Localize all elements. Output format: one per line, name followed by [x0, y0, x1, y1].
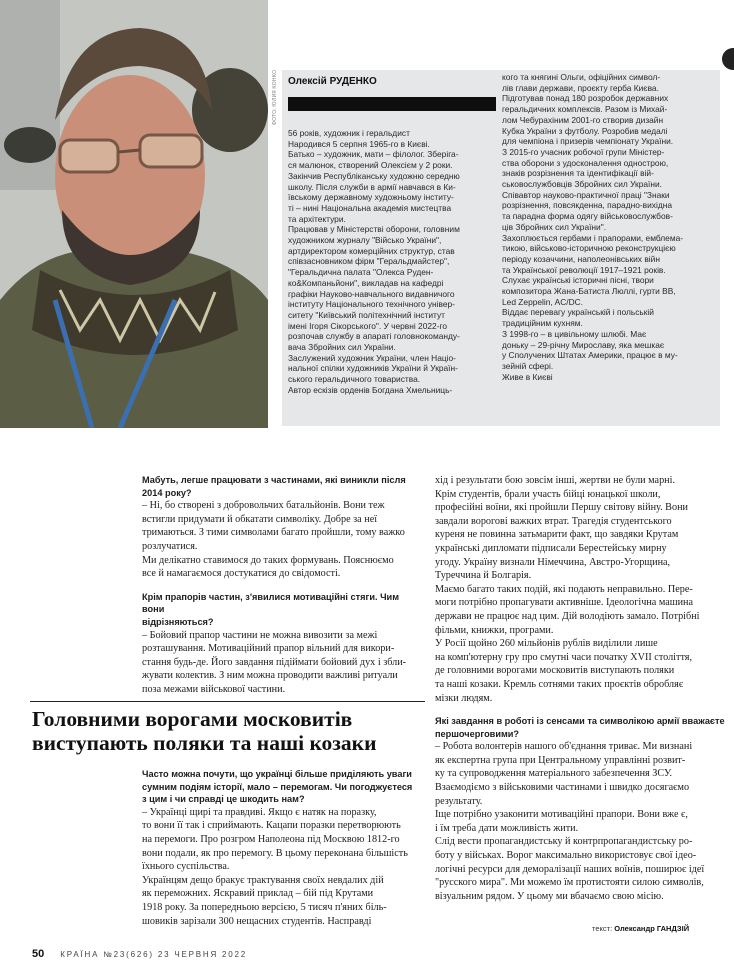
issue-info: КРАЇНА №23(626) 23 ЧЕРВНЯ 2022	[60, 950, 248, 959]
page-number: 50	[32, 948, 45, 960]
text-line: фільми, книжки, програми.	[435, 624, 554, 636]
text-line: українські дипломати підписали Берестейську мирну	[435, 542, 667, 554]
text-line: – Робота волонтерів нашого об'єднання триває. Ми визнані	[435, 741, 693, 753]
article-left-column-top	[142, 474, 422, 697]
text-line: Підготував понад 180 розробок державних	[502, 93, 669, 104]
text-line: ців Збройних сил України".	[502, 221, 607, 232]
text-line: результату.	[435, 795, 483, 807]
photo-credit: ФОТО: ЮЛИЯ КОНКО	[272, 70, 278, 126]
text-line: Батько – художник, мати – філолог. Зберіга-	[288, 149, 459, 160]
text-line: Часто можна почути, що українці більше приділяють уваги	[142, 769, 412, 779]
text-line: відрізняються?	[142, 616, 214, 627]
text-line: тикою, військово-історичною реконструкцією	[502, 243, 676, 254]
text-line: "Геральдична палата "Олекса Руден-	[288, 267, 434, 278]
text-line: Мабуть, легше працювати з частинами, які виникли після	[142, 475, 406, 485]
text-line: вача Збройних сил України.	[288, 342, 396, 353]
text-line: все й намагаємося достукатися до свідомості.	[142, 568, 341, 580]
text-line: та архітектури.	[288, 213, 346, 224]
text-line: Крім прапорів частин, з'явилися мотиваційні стяги. Чим вони	[142, 591, 399, 615]
bio-black-bar	[288, 97, 496, 111]
text-line: графіки Науково-навчального видавничого	[288, 288, 455, 299]
text-line: інституту Національного технічного універ-	[288, 299, 455, 310]
text-line: шовиків зарізали 300 нещасних студентів. Насправді	[142, 915, 372, 927]
article-right-column	[435, 474, 725, 903]
text-line: художником журналу "Військо України",	[288, 235, 442, 246]
text-line: Українцям дещо бракує трактування своїх невдалих дій	[142, 874, 384, 886]
text-line: лів глави держави, проєкту герба Києва.	[502, 82, 659, 93]
text-line: ства оборони з удосконалення однострою,	[502, 157, 669, 168]
text-line: Крім студентів, брали участь бійці юнацької школи,	[435, 488, 661, 500]
text-line: 1918 року. За попередньою версією, 5 тисяч п'яних біль-	[142, 901, 387, 913]
text-line: нальної спілки художників України й Україн-	[288, 363, 458, 374]
text-line: держави не працює над цим. Дій володіють замало. Потрібні	[435, 610, 700, 622]
text-line: та парадна форма одягу військовослужбов-	[502, 211, 673, 222]
text-line: першочерговими?	[435, 728, 520, 739]
text-line: У Росії щойно 260 мільйонів рублів виділили лише	[435, 638, 658, 650]
text-line: де головними ворогами московитів виступають поляки	[435, 665, 675, 677]
text-line: кого та княгині Ольги, офіційних символ-	[502, 72, 661, 82]
text-line: Взаємодіємо з військовими частинами і швидко досягаємо	[435, 782, 690, 794]
text-line: ськовослужбовців Збройних сил України.	[502, 179, 662, 190]
text-line: та наші козаки. Кремль сотнями таких проєктів обробляє	[435, 678, 684, 690]
text-line: ського геральдичного товариства.	[288, 374, 421, 385]
text-line: – Українці щирі та правдиві. Якщо є натяк на поразку,	[142, 806, 377, 818]
text-line: у Сполучених Штатах Америки, працює в му-	[502, 350, 678, 361]
text-line: Народився 5 серпня 1965-го в Києві.	[288, 138, 430, 149]
text-line: традиційним кухням.	[502, 318, 583, 329]
headline-line-1: Головними ворогами московитів	[32, 707, 353, 731]
text-line: для чемпіона і призерів чемпіонату України.	[502, 136, 674, 147]
section-headline	[32, 707, 424, 755]
text-line: Слухає українські історичні пісні, твори	[502, 275, 654, 286]
text-line: поза межами військової частини.	[142, 683, 286, 695]
bio-name: Олексій РУДЕНКО	[288, 76, 377, 87]
text-line: Які завдання в роботі із сенсами та символікою армії вважаєте	[435, 716, 725, 727]
text-line: співзасновником фірм "Геральдмайстер",	[288, 256, 450, 267]
text-line: мізки людям.	[435, 692, 493, 704]
text-line: розпочав службу в апараті головнокоманду-	[288, 331, 460, 342]
page-edge-tab	[722, 48, 734, 70]
bio-left-column	[288, 128, 494, 396]
text-line: ку та супроводження матеріального забезпечення ЗСУ.	[435, 768, 673, 780]
text-line: школу. Після служби в армії навчався в Ки-	[288, 181, 456, 192]
text-line: встигли придумати й обкатати символіку. Добре за неї	[142, 513, 378, 525]
text-line: угоду. Україну визнали Німеччина, Австро-Угорщина,	[435, 556, 671, 568]
text-line: ся малюнок, створений Олексієм у 2 роки.	[288, 160, 453, 171]
text-line: сумним подіям історії, мало – перемогам. Чи погоджуєтеся	[142, 781, 413, 792]
text-line: тримаються. З тими символами багато пройшли, тому важко	[142, 527, 405, 539]
text-line: візуальним рядом. У цьому ми вбачаємо свою місію.	[435, 890, 664, 902]
text-line: та Української революції 1917–1921 років.	[502, 264, 666, 275]
article-left-column-bottom	[142, 768, 422, 928]
page-footer	[32, 948, 247, 960]
text-line: З 1998-го – в цивільному шлюбі. Має	[502, 328, 647, 339]
text-line: Заслужений художник України, член Націо-	[288, 352, 456, 363]
text-line: "русского мира". Ми можемо їм протистояти силою символів,	[435, 877, 704, 889]
text-line: ко&Компаньйони", викладав на кафедрі	[288, 277, 444, 288]
text-line: доньку – 29-річну Мирославу, яка мешкає	[502, 339, 665, 350]
text-line: Слід вести пропагандистську й контрпропагандистську ро-	[435, 836, 693, 848]
bio-right-column	[502, 72, 716, 382]
text-line: вони подали, як про перемогу. В цьому переконана більшість	[142, 847, 408, 859]
text-line: – Бойовий прапор частини не можна вивозити за межі	[142, 629, 378, 641]
byline-label: текст:	[592, 924, 613, 933]
portrait-illustration	[0, 0, 268, 428]
text-line: на перемоги. Про розгром Наполеона під Москвою 1812-го	[142, 833, 400, 845]
text-line: стання будь-де. Його завдання підіймати бойовий дух і збли-	[142, 656, 407, 668]
text-line: Працював у Міністерстві оборони, головним	[288, 224, 460, 235]
text-line: їхнього суспільства.	[142, 861, 230, 873]
portrait-photo	[0, 0, 268, 428]
text-line: ситету "Київський політехнічний інститут	[288, 309, 445, 320]
headline-line-2: виступають поляки та наші козаки	[32, 731, 377, 755]
text-line: ті – нині Національна академія мистецтва	[288, 202, 452, 213]
text-line: жувати колектив. З ним можна проводити важливі ритуали	[142, 670, 398, 682]
text-line: зейній сфері.	[502, 360, 554, 371]
text-line: Туреччина й Болгарія.	[435, 570, 532, 582]
byline-author: Олександр ГАНДЗІЙ	[614, 924, 690, 933]
text-line: знаків розрізнення та ідентифікації вій-	[502, 168, 654, 179]
text-line: Іще потрібно узаконити мотиваційні прапори. Вони вже є,	[435, 809, 688, 821]
text-line: як переможних. Яскравий приклад – бій під Крутами	[142, 888, 374, 900]
text-line: як експертна група при Центральному управлінні розвит-	[435, 754, 686, 766]
text-line: 56 років, художник і геральдист	[288, 128, 410, 138]
text-line: Живе в Києві	[502, 371, 553, 382]
text-line: боту у військах. Ворог максимально використовує свої ідео-	[435, 850, 697, 862]
text-line: моги потрібно пропагувати активніше. Ідеологічна машина	[435, 597, 694, 609]
byline	[592, 924, 689, 933]
text-line: Маємо багато таких подій, які подають неправильно. Пере-	[435, 583, 693, 595]
paragraph-gap	[142, 581, 422, 591]
text-line: Віддає перевагу українській і польській	[502, 307, 654, 318]
paragraph-gap	[435, 705, 725, 715]
bio-box	[282, 70, 720, 426]
text-line: композитора Жана-Батиста Люллі, гурти BB,	[502, 286, 676, 297]
text-line: розрізнення, повсякденна, парадно-вихідна	[502, 200, 672, 211]
text-line: 2014 року?	[142, 487, 192, 498]
text-line: ївському державному художньому інститу-	[288, 192, 454, 203]
text-line: на комп'ютерну гру про смутні часи початку XVII століття,	[435, 651, 693, 663]
text-line: Захоплюється гербами і прапорами, емблема-	[502, 232, 684, 243]
text-line: куреня не повинна затьмарити факт, що завдяки Крутам	[435, 529, 679, 541]
text-line: Співавтор науково-практичної праці "Знаки	[502, 189, 670, 200]
text-line: з цим і чи справді це шкодить нам?	[142, 794, 305, 805]
text-line: логічні ресурси для деморалізації наших воїнів, поширює ідеї	[435, 863, 705, 875]
text-line: З 2015-го учасник робочої групи Міністер-	[502, 146, 665, 157]
text-line: лом Чебурахіним 2001-го створив дизайн	[502, 114, 664, 125]
text-line: і їм треба дати можливість жити.	[435, 822, 579, 834]
text-line: завдали ворогові важких втрат. Трагедія студентського	[435, 515, 672, 527]
text-line: розлучатися.	[142, 540, 198, 552]
text-line: розташування. Мотиваційний прапор вільний для викори-	[142, 643, 395, 655]
text-line: Ми делікатно ставимося до таких формувань. Пояснюємо	[142, 554, 394, 566]
text-line: професійні воїни, які пройшли Першу світову війну. Вони	[435, 502, 688, 514]
text-line: артдиректором комерційних структур, став	[288, 245, 455, 256]
section-divider	[30, 701, 425, 702]
text-line: то вони її так і сприймають. Кацапи поразки перетворюють	[142, 820, 401, 832]
text-line: хід і результати бою зовсім інші, жертви не були марні.	[435, 475, 676, 486]
text-line: періоду козаччини, наполеонівських війн	[502, 253, 660, 264]
text-line: Кубка України з футболу. Розробив медалі	[502, 125, 668, 136]
text-line: геральдичних комплексів. Разом із Михай-	[502, 104, 668, 115]
text-line: Led Zeppelin, AC/DC.	[502, 296, 584, 307]
text-line: – Ні, бо створені з добровольчих батальйонів. Вони теж	[142, 500, 385, 512]
text-line: Автор ескізів орденів Богдана Хмельниць-	[288, 384, 453, 395]
text-line: Закінчив Республіканську художню середню	[288, 170, 460, 181]
text-line: імені Ігоря Сікорського". У червні 2022-го	[288, 320, 448, 331]
